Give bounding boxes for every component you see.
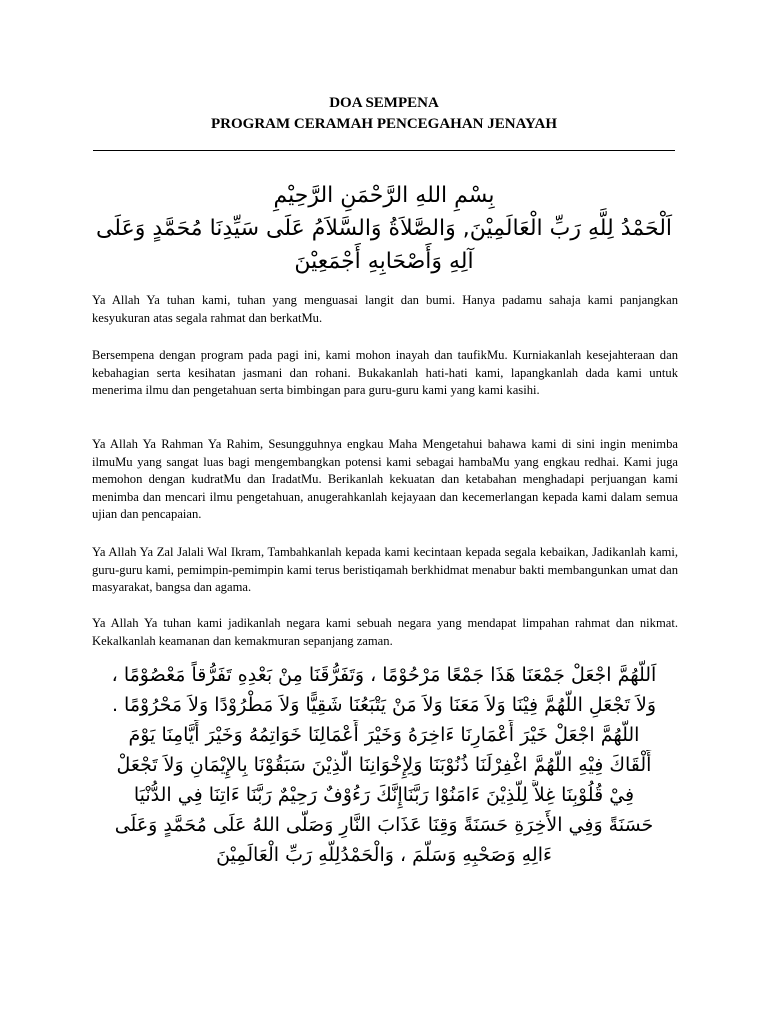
document-title: DOA SEMPENA bbox=[329, 95, 439, 111]
arabic-doa-line: فِيْ قُلُوْبِنَا غِلاًّ لِلَّذِيْنَ ءَامَنُوْا رَبَّنَاإِنَّكَ رَءُوْفٌ رَحِيْمٌ رَبَّنَا ءَاتِنَا فِي الدُّنْيَا bbox=[133, 784, 635, 806]
arabic-hamd: اَلْحَمْدُ لِلَّهِ رَبِّ الْعَالَمِيْنَ, وَالصَّلاَةُ وَالسَّلاَمُ عَلَى سَيِّدِنَا مُحَمَّدٍ وَعَلَى آلِهِ وَأَصْحَابِهِ أَجْمَعِيْنَ bbox=[95, 216, 673, 274]
paragraph-5: Ya Allah Ya tuhan kami jadikanlah negara kami sebuah negara yang mendapat limpahan rahmat dan nikmat. Kekalkanlah keamanan dan kemakmuran sepanjang zaman. bbox=[92, 616, 678, 648]
arabic-bismillah: بِسْمِ اللهِ الرَّحْمَنِ الرَّحِيْمِ bbox=[273, 183, 495, 208]
arabic-doa-line: اللَّهُمَّ اجْعَلْ خَيْرَ أَعْمَارِنَا ءَاخِرَهُ وَخَيْرَ أَعْمَالِنَا خَوَاتِمُهُ وَخَيْرَ أَيَّامِنَا يَوْمَ bbox=[128, 724, 640, 746]
arabic-doa-line: وَلاَ تَجْعَلِ اللَّهُمَّ فِيْنَا وَلاَ مَعَنَا وَلاَ مَنْ يَتْبَعُنَا شَقِيًّا وَلاَ مَطْرُوْدًا وَلاَ مَحْرُوْمًا . bbox=[111, 694, 657, 716]
arabic-doa-line: ءَالِهِ وَصَحْبِهِ وَسَلَّمَ ، وَالْحَمْدُلِلَّهِ رَبِّ الْعَالَمِيْنَ bbox=[216, 844, 552, 866]
arabic-doa-line: أَلْقَاكَ فِيْهِ اللَّهُمَّ اغْفِرْلَنَا ذُنُوْبَنَا وَلِإِخْوَانِنَا الَّذِيْنَ سَبَقُوْنَا بِالإِيْمَانِ وَلاَ تَجْعَلْ bbox=[116, 754, 652, 776]
title-divider bbox=[93, 150, 675, 151]
paragraph-1: Ya Allah Ya tuhan kami, tuhan yang menguasai langit dan bumi. Hanya padamu sahaja kami panjangkan kesyukuran atas segala rahmat dan berkatMu. bbox=[92, 293, 678, 325]
arabic-doa-block bbox=[86, 660, 682, 870]
paragraph-2: Bersempena dengan program pada pagi ini, kami mohon inayah dan taufikMu. Kurniakanlah kesejahteraan dan kebahagian serta kesihatan jasmani dan rohani. Bukakanlah hati-hati kami, lapangkanlah dada kami untuk menerima ilmu dan pengetahuan serta bimbingan para guru-guru kami yang kami kasihi. bbox=[92, 348, 678, 397]
paragraph-4: Ya Allah Ya Zal Jalali Wal Ikram, Tambahkanlah kepada kami kecintaan kepada segala kebaikan, Jadikanlah kami, guru-guru kami, pemimpin-pemimpin kami terus beristiqamah berkhidmat menabur bakti membangunkan umat dan masyarakat, bangsa dan agama. bbox=[92, 545, 678, 594]
arabic-doa-line: اَللَّهُمَّ اجْعَلْ جَمْعَنَا هَذَا جَمْعًا مَرْحُوْمًا ، وَتَفَرُّقَنَا مِنْ بَعْدِهِ تَفَرُّقاً مَعْصُوْمًا ، bbox=[111, 664, 657, 686]
document-subtitle: PROGRAM CERAMAH PENCEGAHAN JENAYAH bbox=[211, 116, 557, 132]
paragraph-3: Ya Allah Ya Rahman Ya Rahim, Sesungguhnya engkau Maha Mengetahui bahawa kami di sini ingin menimba ilmuMu yang sangat luas bagi mengembangkan potensi kami sebagai hambaMu yang engkau redhai. Kami juga memohon dengan kudratMu dan IradatMu. Berikanlah kekuatan dan ketabahan menghadapi perjuangan kami menimba dan mencari ilmu pengetahuan, anugerahkanlah kejayaan dan kecemerlangan kepada kami dalam semua ujian dan pencapaian. bbox=[92, 437, 678, 521]
arabic-doa-line: حَسَنَةً وَفِي الأَخِرَةِ حَسَنَةً وَقِنَا عَذَابَ النَّارِ وَصَلَّى اللهُ عَلَى مُحَمَّدٍ وَعَلَى bbox=[114, 814, 654, 836]
